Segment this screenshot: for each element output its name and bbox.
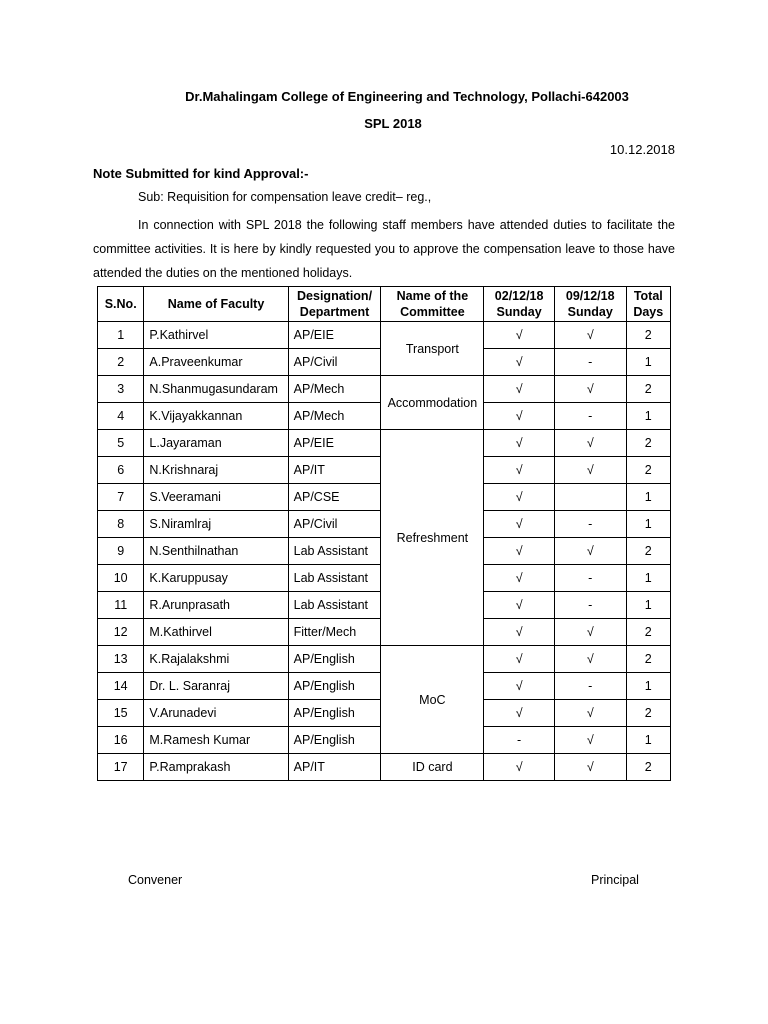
principal-signature: Principal	[591, 873, 639, 887]
cell-day2: -	[554, 673, 626, 700]
cell-sno: 17	[98, 754, 144, 781]
cell-faculty-name: N.Krishnaraj	[144, 457, 288, 484]
cell-total-days: 2	[626, 457, 670, 484]
cell-day1: √	[484, 592, 555, 619]
document-date: 10.12.2018	[609, 142, 675, 157]
cell-designation: AP/English	[288, 673, 381, 700]
cell-day1: √	[484, 619, 555, 646]
cell-sno: 11	[98, 592, 144, 619]
cell-committee: ID card	[381, 754, 484, 781]
cell-sno: 5	[98, 430, 144, 457]
convener-signature: Convener	[128, 873, 183, 887]
table-row	[98, 646, 671, 673]
cell-faculty-name: K.Rajalakshmi	[144, 646, 288, 673]
cell-faculty-name: K.Karuppusay	[144, 565, 288, 592]
cell-total-days: 1	[626, 727, 670, 754]
cell-day1: √	[484, 538, 555, 565]
event-title: SPL 2018	[364, 116, 422, 131]
cell-sno: 3	[98, 376, 144, 403]
cell-committee: Refreshment	[381, 430, 484, 646]
cell-faculty-name: L.Jayaraman	[144, 430, 288, 457]
cell-total-days: 1	[626, 565, 670, 592]
cell-faculty-name: P.Kathirvel	[144, 322, 288, 349]
cell-committee: Transport	[381, 322, 484, 376]
cell-sno: 8	[98, 511, 144, 538]
cell-designation: Lab Assistant	[288, 592, 381, 619]
cell-day1: √	[484, 700, 555, 727]
cell-total-days: 2	[626, 322, 670, 349]
header-sno: S.No.	[98, 287, 144, 322]
cell-day1: √	[484, 484, 555, 511]
cell-sno: 1	[98, 322, 144, 349]
cell-day1: √	[484, 457, 555, 484]
cell-day1: √	[484, 376, 555, 403]
cell-sno: 2	[98, 349, 144, 376]
cell-total-days: 1	[626, 511, 670, 538]
cell-day2: √	[554, 376, 626, 403]
cell-day1: √	[484, 403, 555, 430]
cell-committee: MoC	[381, 646, 484, 754]
cell-day2: -	[554, 403, 626, 430]
cell-designation: Fitter/Mech	[288, 619, 381, 646]
header-day1: 02/12/18 Sunday	[484, 287, 555, 322]
cell-day1: √	[484, 754, 555, 781]
note-heading: Note Submitted for kind Approval:-	[93, 166, 309, 181]
cell-designation: AP/Mech	[288, 376, 381, 403]
table-body	[98, 322, 671, 781]
cell-designation: AP/Civil	[288, 511, 381, 538]
cell-day2: -	[554, 592, 626, 619]
cell-day1: -	[484, 727, 555, 754]
cell-faculty-name: N.Senthilnathan	[144, 538, 288, 565]
header-name: Name of Faculty	[144, 287, 288, 322]
cell-designation: AP/English	[288, 700, 381, 727]
request-paragraph-text: In connection with SPL 2018 the following staff members have attended duties to facilitate the committee activities. It is here by kindly requested you to approve the compensation leave to those have attended the duties on the mentioned holidays.	[93, 218, 675, 280]
header-day2: 09/12/18 Sunday	[554, 287, 626, 322]
header-designation: Designation/ Department	[288, 287, 381, 322]
cell-designation: AP/CSE	[288, 484, 381, 511]
cell-designation: AP/EIE	[288, 322, 381, 349]
cell-day2: -	[554, 565, 626, 592]
cell-day2: √	[554, 457, 626, 484]
cell-faculty-name: Dr. L. Saranraj	[144, 673, 288, 700]
cell-sno: 9	[98, 538, 144, 565]
cell-faculty-name: S.Niramlraj	[144, 511, 288, 538]
cell-designation: AP/English	[288, 727, 381, 754]
subject-line: Sub: Requisition for compensation leave credit– reg.,	[138, 190, 432, 204]
table-row	[98, 376, 671, 403]
cell-sno: 4	[98, 403, 144, 430]
cell-day2: √	[554, 754, 626, 781]
cell-sno: 6	[98, 457, 144, 484]
cell-faculty-name: R.Arunprasath	[144, 592, 288, 619]
cell-day2: √	[554, 619, 626, 646]
cell-day1: √	[484, 646, 555, 673]
cell-day1: √	[484, 673, 555, 700]
cell-sno: 12	[98, 619, 144, 646]
cell-day2	[554, 484, 626, 511]
cell-designation: Lab Assistant	[288, 538, 381, 565]
cell-faculty-name: V.Arunadevi	[144, 700, 288, 727]
cell-total-days: 2	[626, 376, 670, 403]
header-total: Total Days	[626, 287, 670, 322]
cell-faculty-name: A.Praveenkumar	[144, 349, 288, 376]
cell-designation: AP/English	[288, 646, 381, 673]
cell-total-days: 1	[626, 592, 670, 619]
cell-total-days: 2	[626, 430, 670, 457]
cell-day2: √	[554, 430, 626, 457]
cell-faculty-name: S.Veeramani	[144, 484, 288, 511]
cell-designation: Lab Assistant	[288, 565, 381, 592]
cell-day1: √	[484, 349, 555, 376]
header-committee: Name of the Committee	[381, 287, 484, 322]
cell-sno: 13	[98, 646, 144, 673]
faculty-table	[97, 286, 671, 781]
cell-total-days: 2	[626, 646, 670, 673]
cell-total-days: 1	[626, 484, 670, 511]
cell-day1: √	[484, 430, 555, 457]
cell-committee: Accommodation	[381, 376, 484, 430]
cell-faculty-name: K.Vijayakkannan	[144, 403, 288, 430]
cell-total-days: 1	[626, 403, 670, 430]
cell-faculty-name: M.Ramesh Kumar	[144, 727, 288, 754]
cell-day1: √	[484, 322, 555, 349]
cell-total-days: 1	[626, 673, 670, 700]
table-row	[98, 322, 671, 349]
cell-sno: 16	[98, 727, 144, 754]
cell-day2: √	[554, 700, 626, 727]
cell-designation: AP/Civil	[288, 349, 381, 376]
request-paragraph	[93, 213, 675, 285]
cell-day2: √	[554, 538, 626, 565]
cell-total-days: 2	[626, 700, 670, 727]
cell-day1: √	[484, 511, 555, 538]
cell-total-days: 2	[626, 619, 670, 646]
cell-sno: 10	[98, 565, 144, 592]
cell-faculty-name: M.Kathirvel	[144, 619, 288, 646]
cell-day2: √	[554, 727, 626, 754]
cell-total-days: 2	[626, 754, 670, 781]
cell-designation: AP/EIE	[288, 430, 381, 457]
table-row	[98, 754, 671, 781]
cell-total-days: 2	[626, 538, 670, 565]
cell-sno: 7	[98, 484, 144, 511]
cell-designation: AP/IT	[288, 457, 381, 484]
table-header-row	[98, 287, 671, 322]
cell-day1: √	[484, 565, 555, 592]
cell-faculty-name: N.Shanmugasundaram	[144, 376, 288, 403]
college-heading: Dr.Mahalingam College of Engineering and Technology, Pollachi-642003	[185, 89, 629, 104]
cell-designation: AP/IT	[288, 754, 381, 781]
cell-sno: 15	[98, 700, 144, 727]
cell-day2: -	[554, 349, 626, 376]
cell-total-days: 1	[626, 349, 670, 376]
cell-sno: 14	[98, 673, 144, 700]
cell-day2: √	[554, 322, 626, 349]
cell-faculty-name: P.Ramprakash	[144, 754, 288, 781]
cell-day2: -	[554, 511, 626, 538]
cell-designation: AP/Mech	[288, 403, 381, 430]
table-row	[98, 430, 671, 457]
cell-day2: √	[554, 646, 626, 673]
